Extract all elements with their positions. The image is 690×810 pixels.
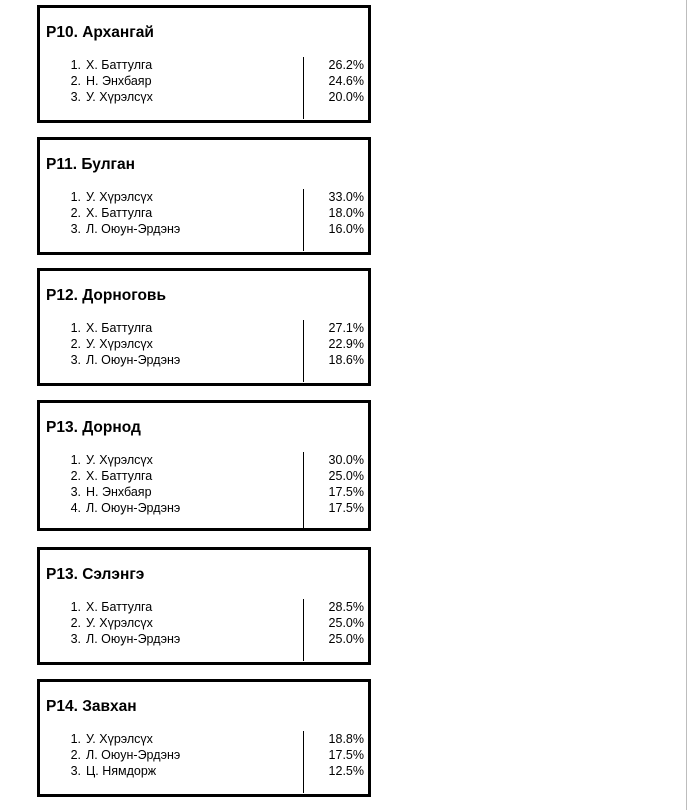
rank-number: 1. [70, 190, 81, 204]
candidate-name: У. Хүрэлсүх [86, 616, 153, 630]
region-title: P10. Архангай [46, 24, 154, 41]
region-panel [37, 400, 371, 531]
candidate-name: Х. Баттулга [86, 321, 153, 335]
rank-number: 4. [70, 501, 81, 515]
region-panel [37, 137, 371, 255]
region-panel [37, 268, 371, 386]
vote-percentage: 24.6% [328, 74, 364, 88]
candidate-list [40, 731, 368, 779]
candidate-row [40, 500, 368, 516]
candidate-name: Х. Баттулга [86, 206, 153, 220]
candidate-name: У. Хүрэлсүх [86, 732, 153, 746]
rank-number: 3. [70, 222, 81, 236]
rank-number: 3. [70, 764, 81, 778]
candidate-name: Х. Баттулга [86, 58, 153, 72]
region-title: P13. Сэлэнгэ [46, 566, 145, 583]
region-title: P11. Булган [46, 156, 135, 173]
vote-percentage: 30.0% [328, 453, 364, 467]
candidate-row [40, 221, 368, 237]
vote-percentage: 12.5% [328, 764, 364, 778]
candidate-row [40, 189, 368, 205]
candidate-list [40, 599, 368, 647]
candidate-name: Л. Оюун-Эрдэнэ [86, 222, 181, 236]
vote-percentage: 22.9% [328, 337, 364, 351]
candidate-row [40, 731, 368, 747]
rank-number: 2. [70, 748, 81, 762]
rank-number: 2. [70, 469, 81, 483]
rank-number: 1. [70, 453, 81, 467]
candidate-name: Х. Баттулга [86, 469, 153, 483]
vote-percentage: 17.5% [328, 748, 364, 762]
candidate-name: У. Хүрэлсүх [86, 190, 153, 204]
rank-number: 1. [70, 58, 81, 72]
vote-percentage: 17.5% [328, 501, 364, 515]
candidate-row [40, 73, 368, 89]
candidate-name: Л. Оюун-Эрдэнэ [86, 632, 181, 646]
vote-percentage: 18.0% [328, 206, 364, 220]
candidate-row [40, 320, 368, 336]
vote-percentage: 18.8% [328, 732, 364, 746]
candidate-row [40, 484, 368, 500]
candidate-row [40, 352, 368, 368]
candidate-list [40, 57, 368, 105]
vote-percentage: 25.0% [328, 469, 364, 483]
vote-percentage: 17.5% [328, 485, 364, 499]
rank-number: 3. [70, 90, 81, 104]
candidate-name: У. Хүрэлсүх [86, 337, 153, 351]
region-panel [37, 5, 371, 123]
candidate-row [40, 89, 368, 105]
candidate-row [40, 747, 368, 763]
vote-percentage: 16.0% [328, 222, 364, 236]
rank-number: 2. [70, 74, 81, 88]
vote-percentage: 28.5% [328, 600, 364, 614]
vote-percentage: 18.6% [328, 353, 364, 367]
candidate-name: Н. Энхбаяр [86, 485, 152, 499]
candidate-row [40, 615, 368, 631]
vote-percentage: 27.1% [328, 321, 364, 335]
candidate-row [40, 336, 368, 352]
region-title: P12. Дорноговь [46, 287, 166, 304]
vote-percentage: 26.2% [328, 58, 364, 72]
candidate-row [40, 57, 368, 73]
candidate-name: Л. Оюун-Эрдэнэ [86, 748, 181, 762]
candidate-row [40, 452, 368, 468]
candidate-name: Л. Оюун-Эрдэнэ [86, 501, 181, 515]
candidate-row [40, 763, 368, 779]
rank-number: 3. [70, 485, 81, 499]
rank-number: 2. [70, 337, 81, 351]
vote-percentage: 25.0% [328, 616, 364, 630]
candidate-name: У. Хүрэлсүх [86, 90, 153, 104]
candidate-name: У. Хүрэлсүх [86, 453, 153, 467]
candidate-list [40, 189, 368, 237]
region-panel [37, 547, 371, 665]
candidate-row [40, 205, 368, 221]
candidate-name: Ц. Нямдорж [86, 764, 157, 778]
rank-number: 1. [70, 600, 81, 614]
rank-number: 2. [70, 616, 81, 630]
vote-percentage: 33.0% [328, 190, 364, 204]
candidate-name: Н. Энхбаяр [86, 74, 152, 88]
vote-percentage: 25.0% [328, 632, 364, 646]
region-title: P14. Завхан [46, 698, 137, 715]
candidate-name: Х. Баттулга [86, 600, 153, 614]
rank-number: 1. [70, 732, 81, 746]
candidate-list [40, 320, 368, 368]
candidate-row [40, 631, 368, 647]
candidate-name: Л. Оюун-Эрдэнэ [86, 353, 181, 367]
vote-percentage: 20.0% [328, 90, 364, 104]
region-title: P13. Дорнод [46, 419, 141, 436]
rank-number: 2. [70, 206, 81, 220]
candidate-list [40, 452, 368, 516]
candidate-row [40, 468, 368, 484]
page-edge-line [686, 0, 687, 810]
rank-number: 3. [70, 353, 81, 367]
candidate-row [40, 599, 368, 615]
region-panel [37, 679, 371, 797]
rank-number: 1. [70, 321, 81, 335]
rank-number: 3. [70, 632, 81, 646]
